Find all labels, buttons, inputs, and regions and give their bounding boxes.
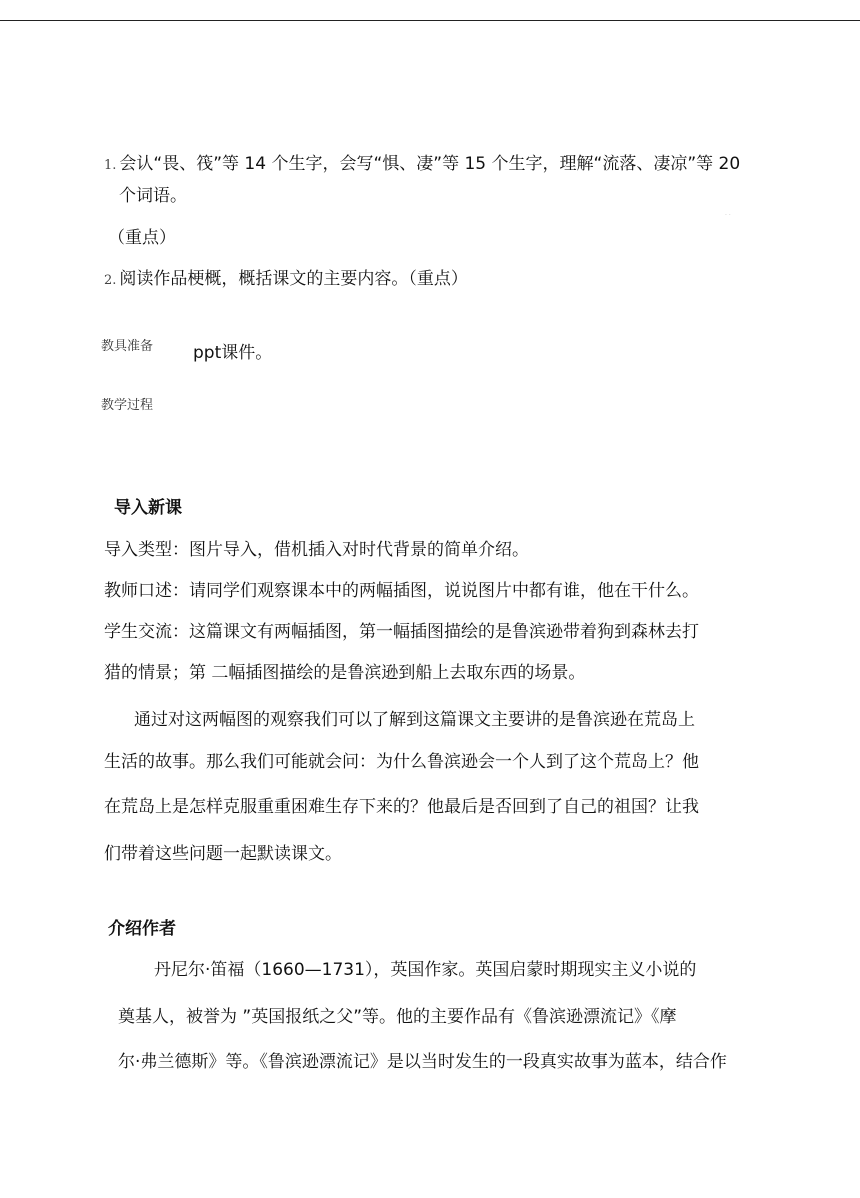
intro-heading: 导入新课 [114, 498, 182, 518]
objective-2-number: 2. [104, 273, 117, 288]
author-heading: 介绍作者 [108, 919, 176, 939]
intro-line-1: 导入类型：图片导入，借机插入对时代背景的简单介绍。 [104, 540, 529, 560]
objective-2-text: 阅读作品梗概，概括课文的主要内容。（重点） [119, 269, 468, 289]
stray-mark: · · [725, 212, 731, 219]
intro-line-7: 在荒岛上是怎样克服重重困难生存下来的？他最后是否回到了自己的祖国？让我 [104, 797, 699, 817]
objective-1-line-2: 个词语。 [119, 186, 187, 206]
objective-2 [104, 268, 468, 292]
intro-line-3: 学生交流：这篇课文有两幅插图，第一幅插图描绘的是鲁滨逊带着狗到森林去打 [104, 622, 699, 642]
process-label: 教学过程 [101, 398, 154, 413]
intro-line-8: 们带着这些问题一起默读课文。 [104, 844, 342, 864]
objective-1-text: 会认“畏、筏”等 14 个生字，会写“惧、凄”等 15 个生字，理解“流落、凄凉”等 20 [119, 154, 741, 174]
author-line-2: 奠基人，被誉为 ”英国报纸之父”等。他的主要作品有《鲁滨逊漂流记》《摩 [118, 1007, 677, 1027]
objective-1-line-1 [104, 153, 740, 177]
objective-1-note: （重点） [108, 228, 176, 248]
objective-1-number: 1. [104, 158, 117, 173]
author-line-3: 尔·弗兰德斯》等。《鲁滨逊漂流记》是以当时发生的一段真实故事为蓝本，结合作 [118, 1052, 727, 1072]
intro-line-5: 通过对这两幅图的观察我们可以了解到这篇课文主要讲的是鲁滨逊在荒岛上 [134, 710, 695, 730]
intro-line-2: 教师口述：请同学们观察课本中的两幅插图，说说图片中都有谁，他在干什么。 [104, 581, 699, 601]
intro-line-6: 生活的故事。那么我们可能就会问：为什么鲁滨逊会一个人到了这个荒岛上？他 [104, 752, 699, 772]
top-rule [0, 20, 860, 21]
author-line-1: 丹尼尔·笛福（1660—1731），英国作家。英国启蒙时期现实主义小说的 [154, 960, 697, 980]
tools-value: ppt课件。 [193, 343, 273, 363]
tools-label: 教具准备 [101, 339, 154, 354]
intro-line-4: 猎的情景；第 二幅插图描绘的是鲁滨逊到船上去取东西的场景。 [104, 663, 586, 683]
